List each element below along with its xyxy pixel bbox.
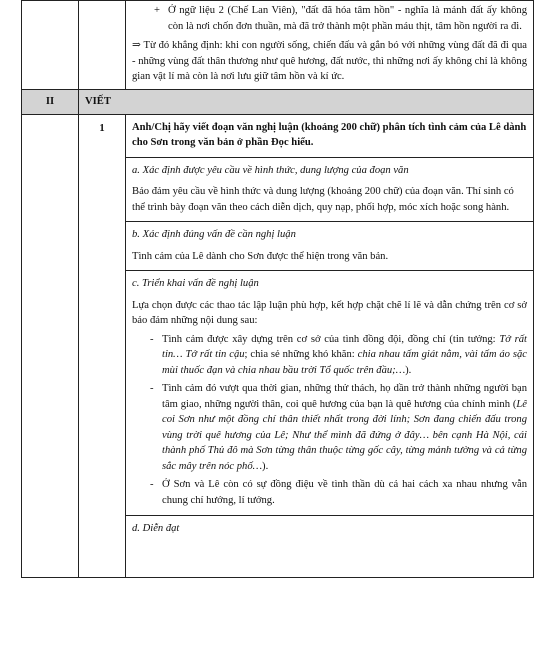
plus-mark: + (154, 5, 160, 16)
part-a-cell (126, 157, 534, 222)
dash-mark: - (150, 333, 154, 345)
list-item-text (162, 381, 527, 474)
quote-run: Tớ rất tin… Tớ rất tin cậu (162, 333, 527, 360)
section-header-row (22, 89, 534, 114)
part-c-heading: c. Triển khai vấn đề nghị luận (132, 278, 259, 289)
part-d-cell (126, 516, 534, 578)
question-number: 1 (79, 114, 126, 577)
dash-mark: - (150, 383, 154, 394)
bullet-text: Ở ngữ liệu 2 (Chế Lan Viên), "đất đã hóa tâm hồn" - nghĩa là mảnh đất ấy không còn là nơi chốn đơn thuần, mà đã trở thành một phần máu thịt, tâm hồn người ra đi. (168, 5, 527, 32)
section-cell-empty (22, 1, 79, 90)
part-a-heading: a. Xác định được yêu cầu về hình thức, dung lượng của đoạn văn (132, 164, 409, 176)
section-cell-empty (22, 114, 79, 577)
conclusion-text: ⇒ Từ đó khẳng định: khi con người sống, chiến đấu và gắn bó với những vùng đất đã đi qua - những vùng đất thân thương như quê hương, đất nước, thì những nơi ấy không chỉ là không gian vật lí mà còn là nơi lưu giữ tâm hồn và kí ức. (132, 40, 527, 82)
list-item (132, 332, 527, 379)
list-item (132, 381, 527, 474)
section-roman: II (22, 89, 79, 114)
part-a-body: Bảo đảm yêu cầu về hình thức và dung lượng (khoảng 200 chữ) của đoạn văn. Thí sinh có thể trình bày đoạn văn theo cách diễn dịch, quy nạp, phối hợp, móc xích hoặc song hành. (132, 186, 514, 213)
part-c-cell (126, 271, 534, 516)
table-row (22, 1, 534, 90)
text-run: Tình cảm được xây dựng trên cơ sở của tình đồng đội, đồng chí (tin tưởng: (162, 333, 500, 345)
text-run: ; chia sẻ những khó khăn: (244, 349, 358, 360)
text-run: ). (262, 460, 269, 472)
part-c-intro: Lựa chọn được các thao tác lập luận phù hợp, kết hợp chặt chẽ lí lẽ và dẫn chứng trên cơ sở bảo đảm những nội dung sau: (132, 299, 527, 326)
list-item-text (162, 332, 527, 379)
question-prompt: Anh/Chị hãy viết đoạn văn nghị luận (khoảng 200 chữ) phân tích tình cảm của Lê dành cho Sơn trong văn bản ở phần Đọc hiểu. (126, 114, 534, 157)
text-run: ). (405, 364, 412, 376)
reading-answer-cell (126, 1, 534, 90)
quote-run: Lê coi Sơn như một đồng chí thân thiết nhất trong đời lính; Sơn đang chiến đấu trong vùng trời quê hương của Lê; Như thể mình đã đứng ở đây… bên cạnh Hà Nội, cái thành phố Thủ đô mà Sơn từng thân thuộc từng gốc cây, từng mảnh tường và cả từng sắc mây trên nóc phố… (162, 398, 527, 472)
part-b-heading: b. Xác định đúng vấn đề cần nghị luận (132, 229, 296, 240)
table-row (22, 114, 534, 157)
part-b-body: Tình cảm của Lê dành cho Sơn được thể hiện trong văn bản. (132, 250, 389, 262)
section-title: VIẾT (79, 89, 534, 114)
dash-mark: - (150, 479, 154, 490)
answer-key-table (21, 0, 534, 578)
part-b-cell (126, 222, 534, 271)
list-item-text: Ở Sơn và Lê còn có sự đồng điệu về tình thần dù cả hai cách xa nhau nhưng vẫn chung chí hướng, lí tưởng. (162, 479, 527, 506)
number-cell-empty (79, 1, 126, 90)
bullet-item (132, 3, 527, 34)
part-d-heading: d. Diễn đạt (132, 523, 180, 534)
list-item (132, 477, 527, 508)
text-run: Tình cảm đó vượt qua thời gian, những thử thách, họ dần trở thành những người bạn tâm giao, những người thân, coi quê hương của bạn là quê hương của chính mình ( (162, 383, 527, 410)
quote-run: chia nhau tấm giát nằm, vài tấm áo sặc mùi thuốc đạn và chia nhau bầu trời Tổ quốc trên đầu;… (162, 349, 527, 376)
